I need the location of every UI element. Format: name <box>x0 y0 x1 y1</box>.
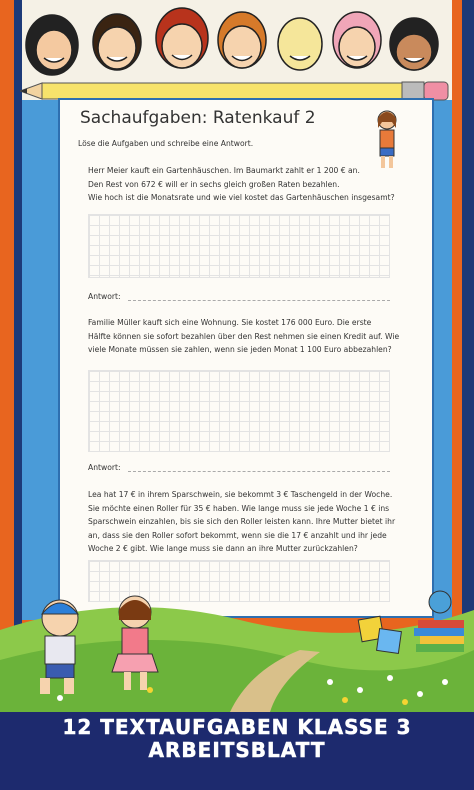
calculation-grid-2 <box>88 370 390 452</box>
task-line: Lea hat 17 € in ihrem Sparschwein, sie bekommt 3 € Taschengeld in der Woche. <box>88 490 393 499</box>
books-illustration <box>414 591 464 652</box>
right-sky <box>434 100 452 620</box>
task-2 <box>88 316 399 357</box>
kid-face-5 <box>278 18 322 70</box>
banner-title-line-1: 12 TEXTAUFGABEN KLASSE 3 <box>62 715 412 739</box>
kid-face-1 <box>26 15 78 75</box>
meadow-illustration <box>0 590 474 712</box>
task-line: Sie möchte einen Roller für 35 € haben. Wie lange muss sie jede Woche 1 € ins <box>88 503 390 513</box>
kids-faces-illustration <box>22 0 452 85</box>
task-line: Den Rest von 672 € will er in sechs gleich großen Raten bezahlen. <box>88 179 340 189</box>
answer-line-2[interactable] <box>128 471 390 472</box>
answer-label-1: Antwort: <box>88 292 121 301</box>
calculation-grid-1 <box>88 214 390 278</box>
answer-label-2: Antwort: <box>88 463 121 472</box>
task-line: Sparschwein einzahlen, bis sie sich den Roller leisten kann. Ihre Mutter bietet ihr <box>88 517 396 526</box>
task-line: Hälfte können sie sofort bezahlen über den Rest nehmen sie einen Kredit auf. Wie <box>88 331 400 341</box>
worksheet-instruction: Löse die Aufgaben und schreibe eine Antwort. <box>78 139 254 148</box>
task-line: Familie Müller kauft sich eine Wohnung. Sie kostet 176 000 Euro. Die erste <box>88 318 372 327</box>
task-line: an, dass sie den Roller sofort bekommt, wenn sie die 17 € anzahlt und ihr jede <box>88 530 387 540</box>
worksheet-title: Sachaufgaben: Ratenkauf 2 <box>80 108 316 128</box>
kid-face-4 <box>218 12 266 68</box>
kid-face-6 <box>333 12 381 68</box>
left-sky <box>22 100 58 620</box>
banner-title-line-2: ARBEITSBLATT <box>148 738 326 762</box>
kid-face-7 <box>390 18 438 70</box>
kid-face-2 <box>93 14 141 70</box>
kid-face-3 <box>156 8 208 68</box>
task-1 <box>88 164 395 205</box>
girl-illustration <box>372 108 402 170</box>
task-line: Woche 2 € gibt. Wie lange muss sie dann an ihre Mutter zurückzahlen? <box>88 544 358 553</box>
task-line: Wie hoch ist die Monatsrate und wie viel kostet das Gartenhäuschen insgesamt? <box>88 193 395 202</box>
task-line: Herr Meier kauft ein Gartenhäuschen. Im Baumarkt zahlt er 1 200 € an. <box>88 166 360 175</box>
task-line: viele Monate müssen sie zahlen, wenn sie jeden Monat 1 100 Euro abbezahlen? <box>88 345 392 354</box>
answer-line-1[interactable] <box>128 300 390 301</box>
task-3 <box>88 488 395 556</box>
